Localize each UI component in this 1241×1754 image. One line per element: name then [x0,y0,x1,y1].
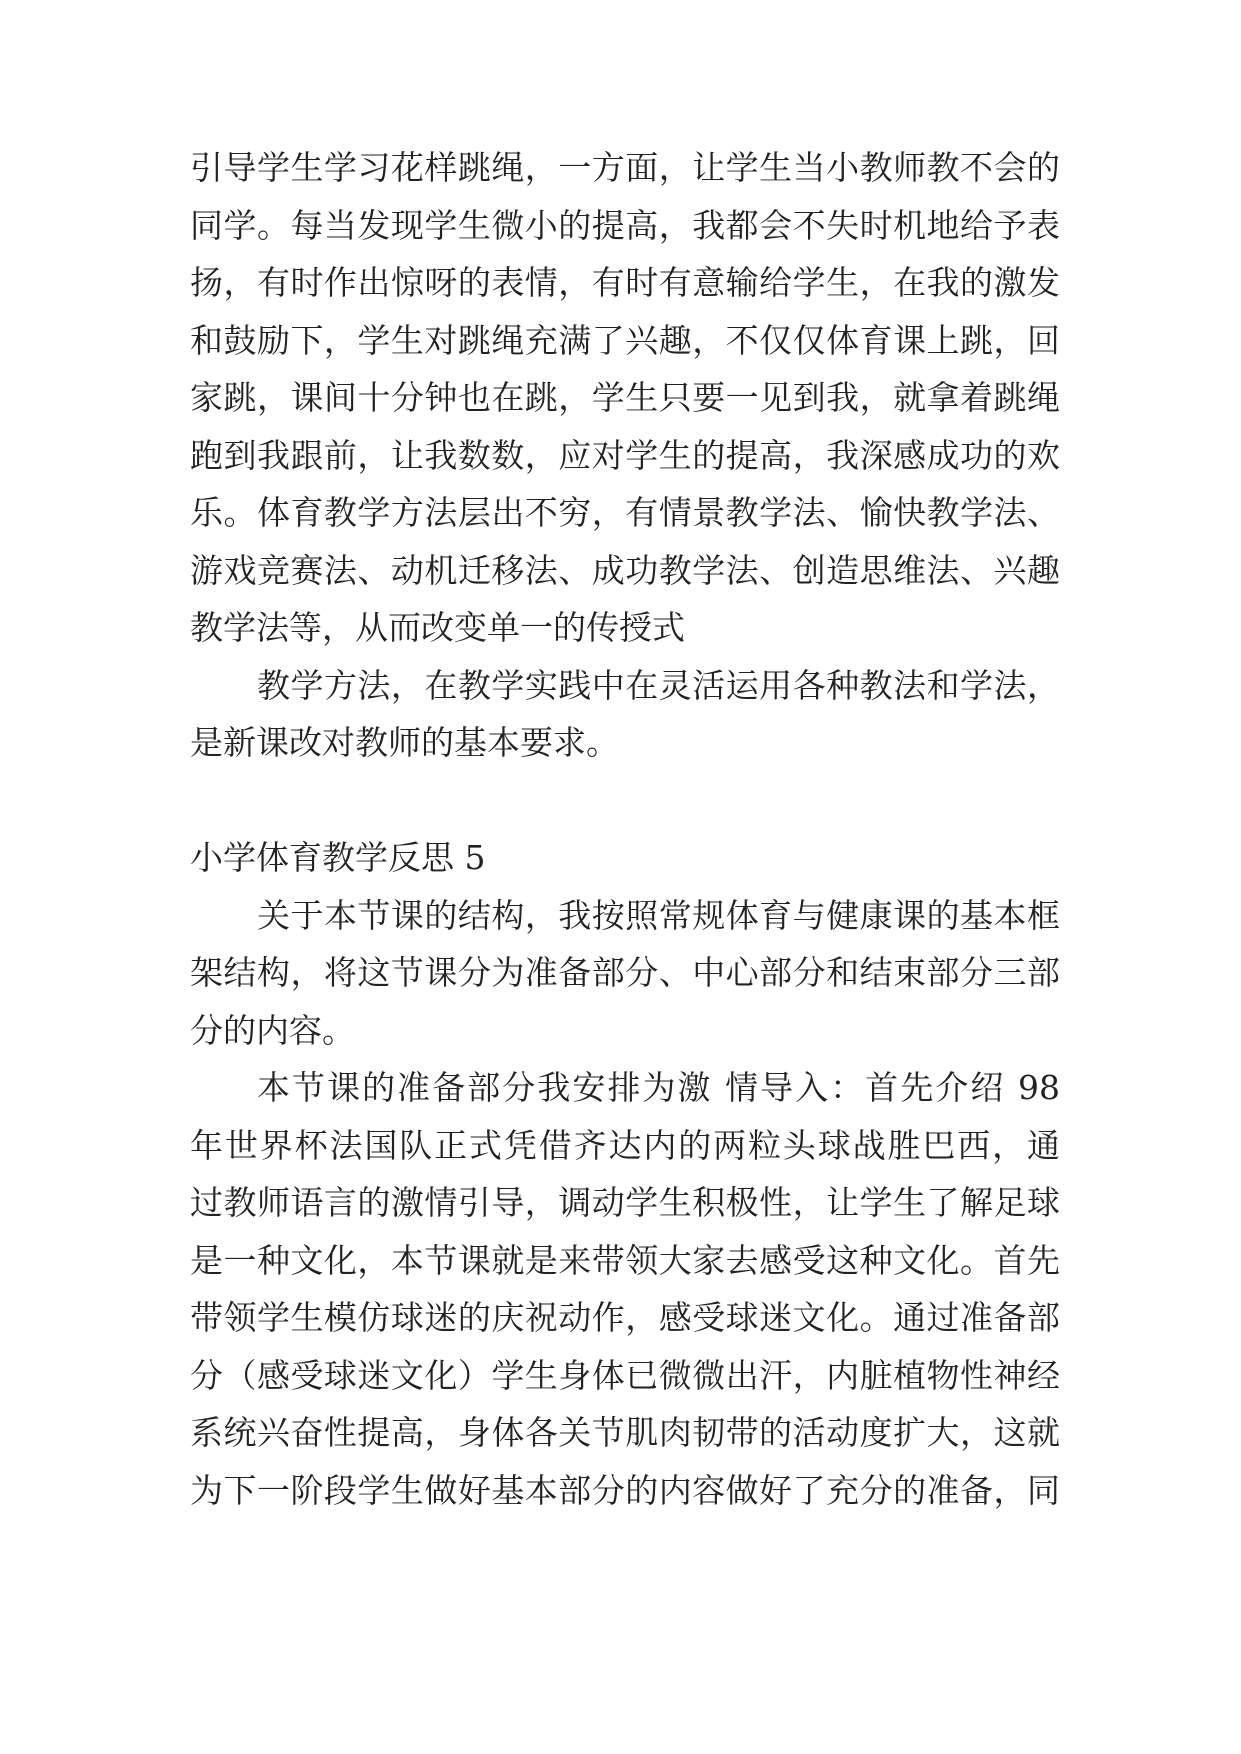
paragraph-line: 同学。每当发现学生微小的提高，我都会不失时机地给予表 [190,206,1060,245]
paragraph-line: 教学法等，从而改变单一的传授式 [190,608,685,647]
section-heading: 小学体育教学反思 5 [190,838,486,877]
paragraph-line: 系统兴奋性提高，身体各关节肌肉韧带的活动度扩大，这就 [190,1413,1060,1452]
paragraph-line: 架结构，将这节课分为准备部分、中心部分和结束部分三部 [190,953,1060,992]
paragraph-line: 游戏竞赛法、动机迁移法、成功教学法、创造思维法、兴趣 [190,551,1060,590]
paragraph-line: 带领学生模仿球迷的庆祝动作，感受球迷文化。通过准备部 [190,1298,1060,1337]
paragraph-line: 跑到我跟前，让我数数，应对学生的提高，我深感成功的欢 [190,436,1060,475]
paragraph-line: 扬，有时作出惊呀的表情，有时有意输给学生，在我的激发 [190,263,1060,302]
paragraph-line: 是一种文化，本节课就是来带领大家去感受这种文化。首先 [190,1241,1060,1280]
paragraph-line: 教学方法，在教学实践中在灵活运用各种教法和学法， [257,666,1060,705]
paragraph-line: 本节课的准备部分我安排为激 情导入：首先介绍 98 [257,1068,1060,1107]
paragraph-line: 过教师语言的激情引导，调动学生积极性，让学生了解足球 [190,1183,1060,1222]
paragraph-line: 年世界杯法国队正式凭借齐达内的两粒头球战胜巴西，通 [190,1126,1060,1165]
paragraph-line: 家跳，课间十分钟也在跳，学生只要一见到我，就拿着跳绳 [190,378,1060,417]
paragraph-line: 是新课改对教师的基本要求。 [190,723,619,762]
paragraph-line: 为下一阶段学生做好基本部分的内容做好了充分的准备，同 [190,1471,1060,1510]
paragraph-line: 和鼓励下，学生对跳绳充满了兴趣，不仅仅体育课上跳，回 [190,321,1060,360]
paragraph-line: 分（感受球迷文化）学生身体已微微出汗，内脏植物性神经 [190,1356,1060,1395]
paragraph-line: 关于本节课的结构，我按照常规体育与健康课的基本框 [257,896,1060,935]
paragraph-line: 分的内容。 [190,1011,355,1050]
paragraph-line: 引导学生学习花样跳绳，一方面，让学生当小教师教不会的 [190,148,1060,187]
paragraph-line: 乐。体育教学方法层出不穷，有情景教学法、愉快教学法、 [190,493,1060,532]
